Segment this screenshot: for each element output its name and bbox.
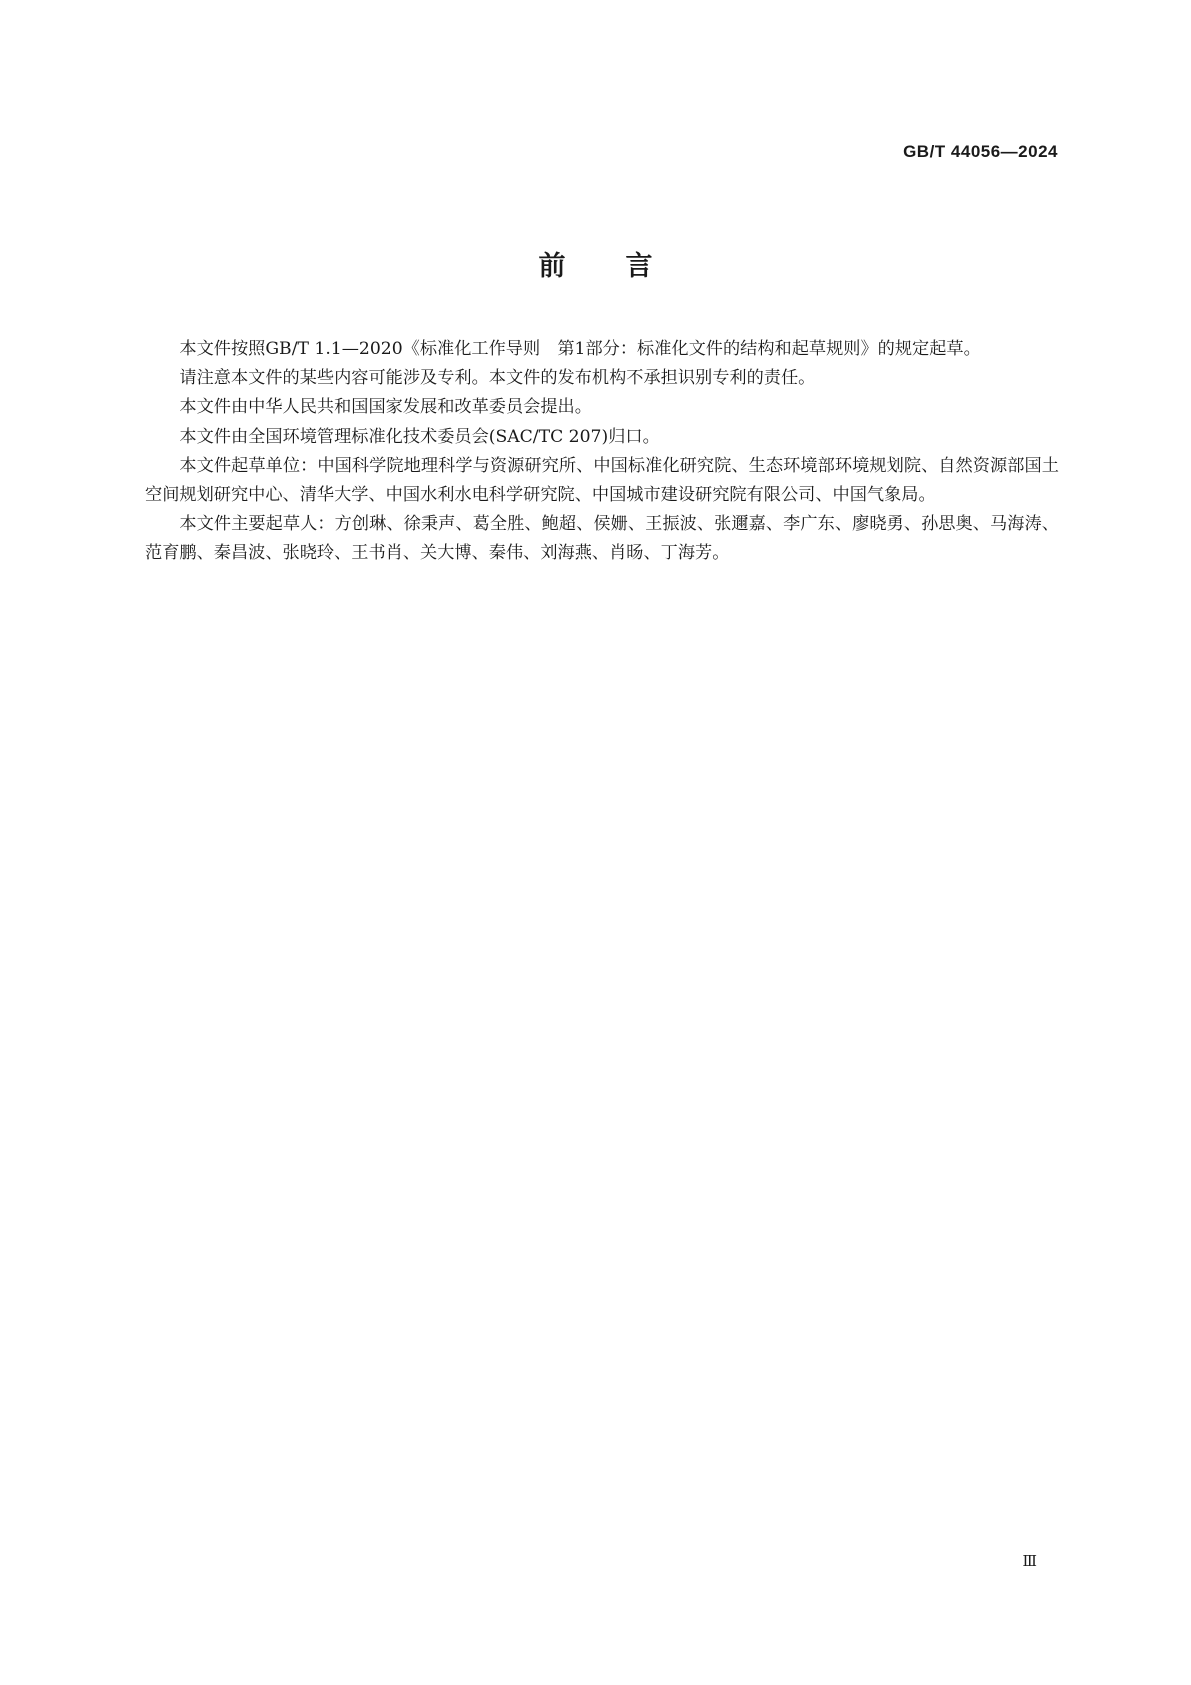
paragraph-drafting-units: 本文件起草单位：中国科学院地理科学与资源研究所、中国标准化研究院、生态环境部环境规划院、自然资源部国土空间规划研究中心、清华大学、中国水利水电科学研究院、中国城市建设研究院有限公司、中国气象局。 <box>145 455 1059 506</box>
foreword-body <box>145 335 1059 569</box>
paragraph-drafting-rules: 本文件按照GB/T 1.1—2020《标准化工作导则 第1部分：标准化文件的结构和起草规则》的规定起草。 <box>179 339 981 359</box>
paragraph-proposer: 本文件由中华人民共和国国家发展和改革委员会提出。 <box>179 397 592 418</box>
paragraph-administrator: 本文件由全国环境管理标准化技术委员会(SAC/TC 207)归口。 <box>179 426 660 447</box>
page-number: Ⅲ <box>1022 1552 1038 1570</box>
page-title: 前言 <box>538 251 713 282</box>
paragraph-drafters: 本文件主要起草人：方创琳、徐秉声、葛全胜、鲍超、侯姗、王振波、张邇嘉、李广东、廖晓勇、孙思奥、马海涛、范育鹏、秦昌波、张晓玲、王书肖、关大博、秦伟、刘海燕、肖旸、丁海芳。 <box>145 514 1059 564</box>
paragraph-patent-notice: 请注意本文件的某些内容可能涉及专利。本文件的发布机构不承担识别专利的责任。 <box>179 368 816 389</box>
document-code: GB/T 44056—2024 <box>903 142 1058 161</box>
